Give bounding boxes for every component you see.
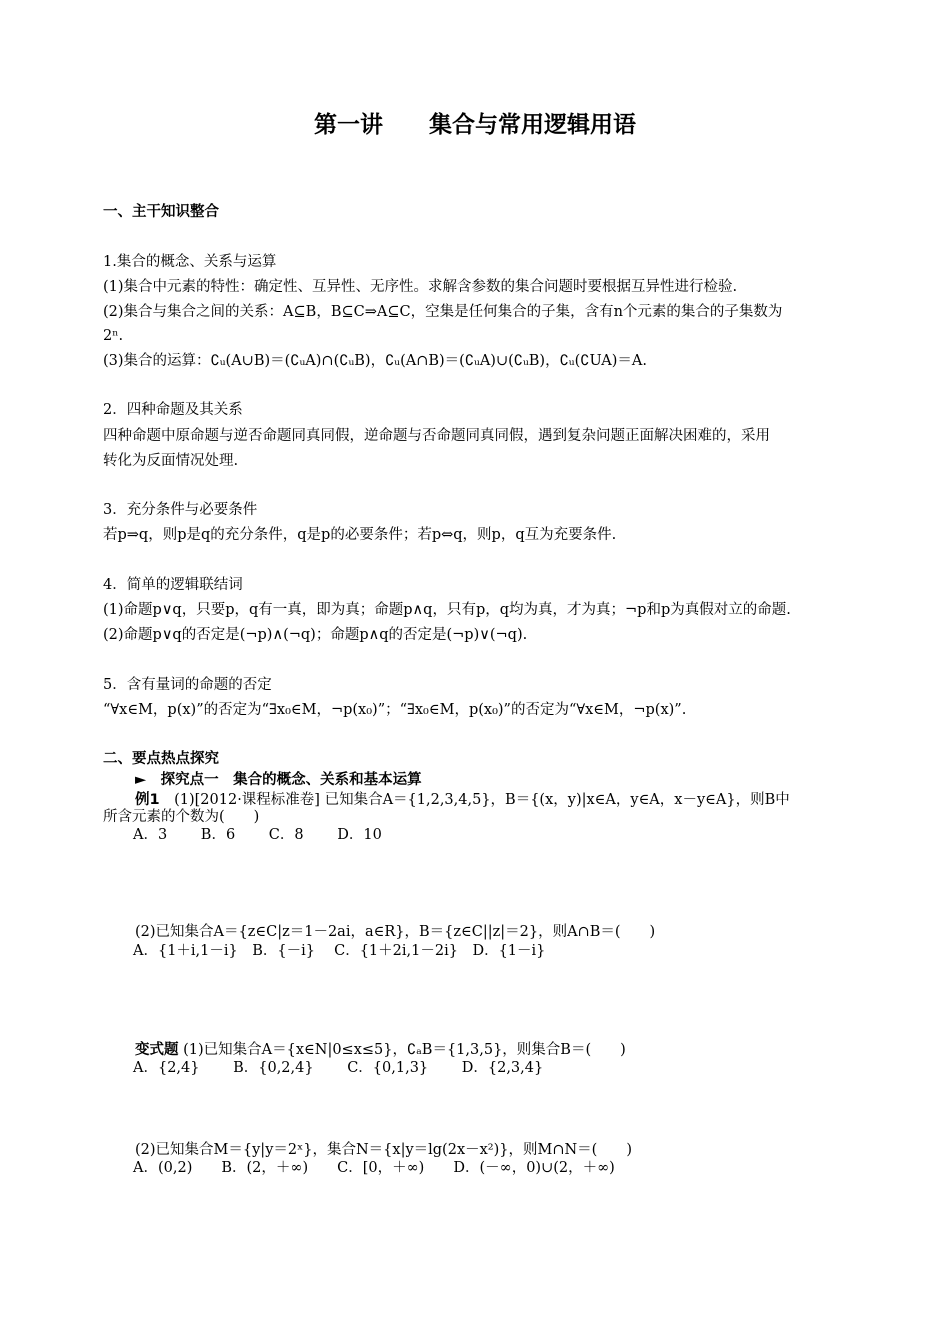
section-heading-main-knowledge: 一、主干知识整合	[103, 204, 219, 220]
text-line: 四种命题中原命题与逆否命题同真同假，逆命题与否命题同真同假，遇到复杂问题正面解决困难的，采用	[103, 428, 770, 444]
section-heading-key-points: 二、要点热点探究	[103, 751, 219, 767]
example-1-question-2: (2)已知集合A＝{z∈C|z＝1－2ai，a∈R}，B＝{z∈C||z|＝2}，则A∩B＝( )	[135, 924, 656, 940]
answer-options: A．{1＋i,1－i} B．{－i} C．{1＋2i,1－2i} D．{1－i}	[133, 943, 546, 959]
topic-heading-four-propositions: 2．四种命题及其关系	[103, 402, 243, 418]
text-line: 2ⁿ.	[103, 328, 124, 344]
page-title: 第一讲 集合与常用逻辑用语	[314, 112, 636, 138]
topic-heading-logical-connectives: 4．简单的逻辑联结词	[103, 577, 243, 593]
variant-question-2: (2)已知集合M＝{y|y＝2ˣ}，集合N＝{x|y＝lg(2x－x²)}，则M∩N＝( )	[135, 1142, 632, 1158]
text-line: (2)集合与集合之间的关系：A⊆B，B⊆C⇒A⊆C，空集是任何集合的子集，含有n个元素的集合的子集数为	[103, 304, 783, 320]
variant-label: 变式题	[135, 1042, 179, 1058]
text-line: “∀x∈M，p(x)”的否定为“∃x₀∈M，¬p(x₀)”；“∃x₀∈M，p(x₀)”的否定为“∀x∈M，¬p(x)”.	[103, 702, 687, 718]
topic-heading-sets: 1.集合的概念、关系与运算	[103, 254, 277, 270]
question-text: (1)已知集合A＝{x∈N|0≤x≤5}，∁ₐB＝{1,3,5}，则集合B＝( )	[178, 1042, 626, 1058]
topic-heading-quantifiers: 5．含有量词的命题的否定	[103, 677, 272, 693]
answer-options: A．3 B．6 C．8 D．10	[133, 827, 382, 843]
text-line: (1)集合中元素的特性：确定性、互异性、无序性。求解含参数的集合问题时要根据互异性进行检验.	[103, 279, 738, 295]
text-line: 转化为反面情况处理.	[103, 453, 239, 469]
answer-options: A．(0,2) B．(2，＋∞) C．[0，＋∞) D．(－∞，0)∪(2，＋∞)	[133, 1160, 615, 1176]
text-line: 所含元素的个数为( )	[103, 809, 260, 825]
question-text: (1)[2012·课程标准卷] 已知集合A＝{1,2,3,4,5}，B＝{(x，y)|x∈A，y∈A，x－y∈A}，则B中	[159, 792, 790, 808]
answer-options: A．{2,4} B．{0,2,4} C．{0,1,3} D．{2,3,4}	[133, 1060, 544, 1076]
example-label: 例1	[135, 792, 160, 808]
text-line: (3)集合的运算：∁ᵤ(A∪B)＝(∁ᵤA)∩(∁ᵤB)，∁ᵤ(A∩B)＝(∁ᵤA)∪(∁ᵤB)，∁ᵤ(∁UA)＝A.	[103, 353, 647, 369]
topic-heading-conditions: 3．充分条件与必要条件	[103, 502, 258, 518]
text-line: (1)命题p∨q，只要p，q有一真，即为真；命题p∧q，只有p，q均为真，才为真；¬p和p为真假对立的命题.	[103, 602, 791, 618]
text-line: (2)命题p∨q的否定是(¬p)∧(¬q)；命题p∧q的否定是(¬p)∨(¬q).	[103, 627, 528, 643]
subheading-explore-point-1: ► 探究点一 集合的概念、关系和基本运算	[135, 772, 422, 788]
text-line: 若p⇒q，则p是q的充分条件，q是p的必要条件；若p⇔q，则p，q互为充要条件.	[103, 527, 617, 543]
